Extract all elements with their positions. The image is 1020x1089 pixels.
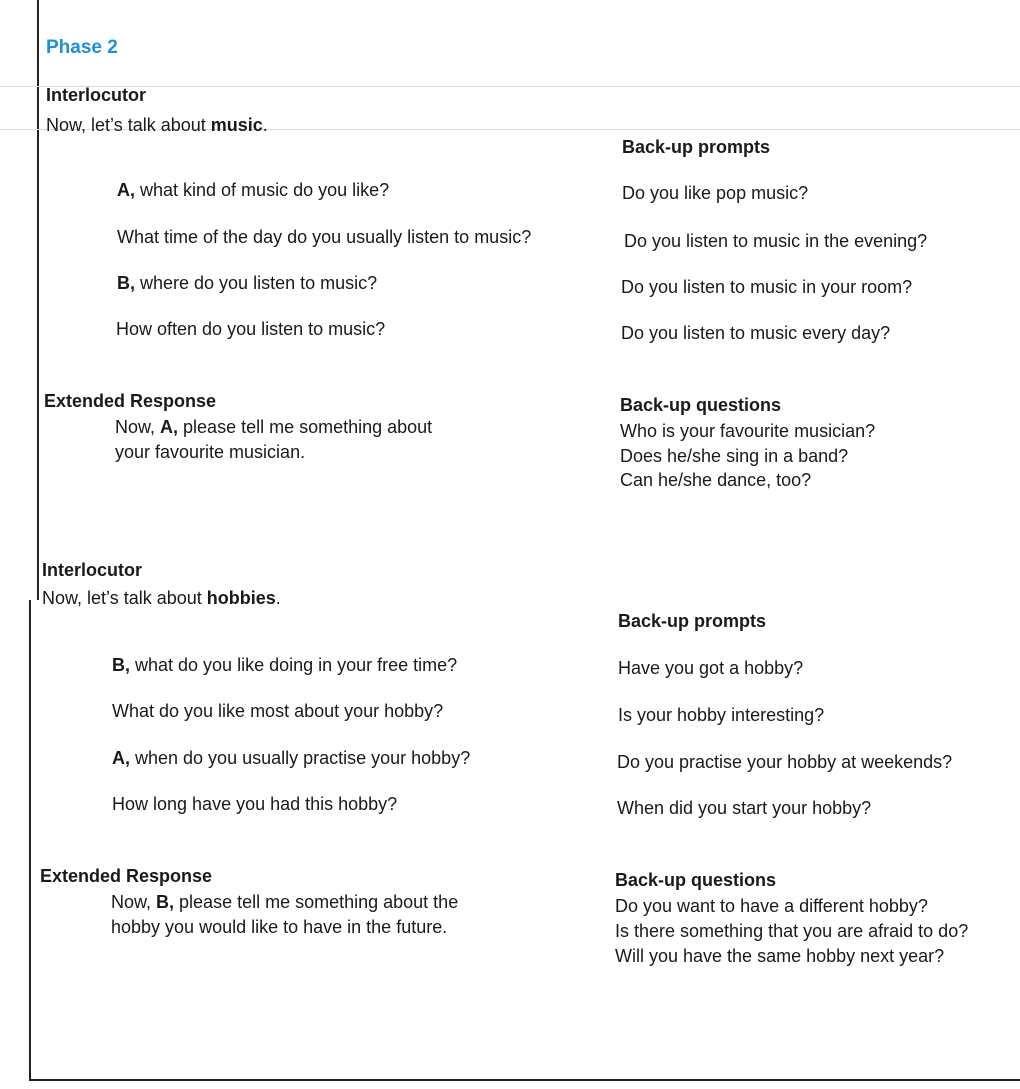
question-row (112, 747, 470, 769)
question-text: what kind of music do you like? (135, 180, 390, 200)
question-text: What time of the day do you usually listen to music? (117, 227, 532, 247)
speaker-label: A, (112, 748, 130, 768)
ext-prefix: Now, (111, 892, 157, 912)
question-text: What do you like most about your hobby? (112, 701, 444, 721)
bottom-border (29, 1079, 1020, 1081)
question-text: where do you listen to music? (135, 273, 378, 293)
backup-prompt: Have you got a hobby? (618, 658, 804, 678)
section1-intro-prefix: Now, let’s talk about (46, 115, 211, 135)
section1-intro (46, 114, 268, 136)
backup-question: Can he/she dance, too? (620, 470, 812, 490)
backup-prompts-heading-2: Back-up prompts (618, 611, 767, 631)
backup-prompt: Is your hobby interesting? (618, 705, 825, 725)
left-border-bottom (29, 600, 31, 1081)
section1-intro-topic: music (210, 115, 263, 135)
ext-speaker: B, (156, 892, 175, 912)
question-text: what do you like doing in your free time? (130, 655, 458, 675)
backup-prompt: Do you listen to music in your room? (621, 277, 913, 297)
question-row (112, 700, 443, 722)
speaker-label: B, (112, 655, 130, 675)
backup-question: Will you have the same hobby next year? (615, 946, 945, 966)
question-row (117, 226, 531, 248)
question-row (117, 179, 389, 201)
backup-prompts-heading-1: Back-up prompts (622, 137, 771, 157)
extended-response-line-1 (111, 891, 458, 913)
interlocutor-label-1: Interlocutor (46, 85, 147, 105)
backup-question: Is there something that you are afraid to do? (615, 921, 969, 941)
extended-response-heading-1: Extended Response (44, 391, 217, 411)
backup-prompt: Do you like pop music? (622, 183, 809, 203)
ext-suffix: please tell me something about (178, 417, 433, 437)
section1-intro-suffix: . (262, 115, 268, 135)
speaker-label: B, (117, 273, 135, 293)
question-text: How long have you had this hobby? (112, 794, 398, 814)
faint-rule-1 (0, 86, 1020, 87)
extended-response-heading-2: Extended Response (40, 866, 213, 886)
backup-prompt: Do you listen to music in the evening? (624, 231, 928, 251)
phase-title: Phase 2 (46, 37, 118, 58)
backup-prompt: When did you start your hobby? (617, 798, 872, 818)
question-row (117, 272, 377, 294)
section2-intro-suffix: . (275, 588, 281, 608)
backup-question: Does he/she sing in a band? (620, 446, 849, 466)
section2-intro-prefix: Now, let’s talk about (42, 588, 207, 608)
question-text: when do you usually practise your hobby? (130, 748, 471, 768)
extended-response-line-1 (115, 416, 432, 438)
ext-prefix: Now, (115, 417, 161, 437)
extended-response-line-2: your favourite musician. (115, 442, 306, 462)
question-text: How often do you listen to music? (116, 319, 386, 339)
backup-question: Do you want to have a different hobby? (615, 896, 928, 916)
speaker-label: A, (117, 180, 135, 200)
question-row (112, 793, 397, 815)
section2-intro-topic: hobbies (206, 588, 276, 608)
ext-speaker: A, (160, 417, 179, 437)
question-row (112, 654, 457, 676)
section2-intro (42, 587, 281, 609)
backup-question: Who is your favourite musician? (620, 421, 876, 441)
backup-questions-heading-1: Back-up questions (620, 395, 782, 415)
interlocutor-label-2: Interlocutor (42, 560, 143, 580)
backup-prompt: Do you practise your hobby at weekends? (617, 752, 953, 772)
backup-prompt: Do you listen to music every day? (621, 323, 891, 343)
ext-suffix: please tell me something about the (174, 892, 459, 912)
extended-response-line-2: hobby you would like to have in the future. (111, 917, 448, 937)
left-border-top (37, 0, 39, 600)
backup-questions-heading-2: Back-up questions (615, 870, 777, 890)
question-row (116, 318, 385, 340)
